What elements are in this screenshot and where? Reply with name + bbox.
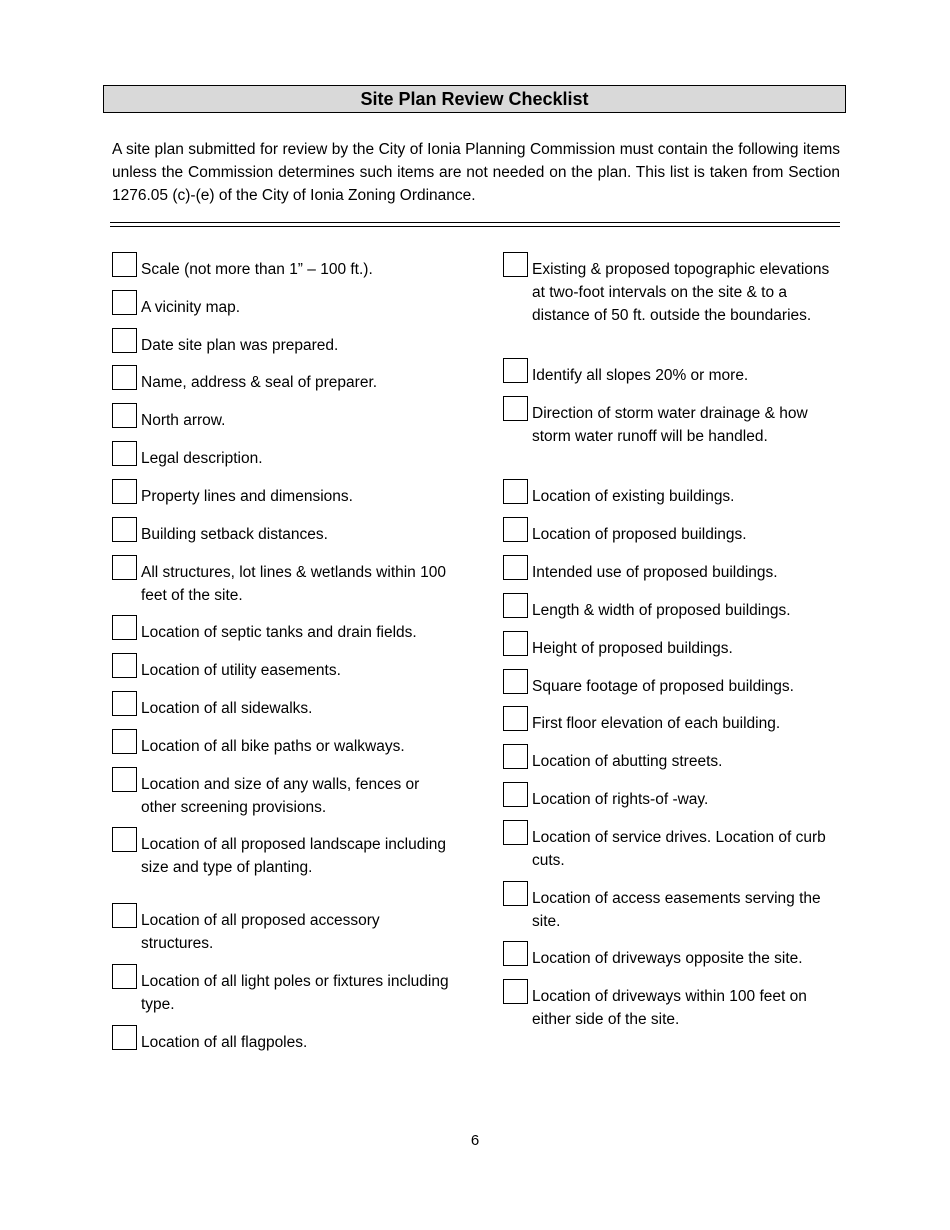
- checklist-item-label: Direction of storm water drainage & how storm water runoff will be handled.: [532, 405, 808, 445]
- checkbox[interactable]: [112, 1025, 137, 1050]
- checklist-item: [112, 479, 451, 508]
- checklist-item-label: Location of all bike paths or walkways.: [141, 738, 405, 755]
- checkbox[interactable]: [112, 691, 137, 716]
- checklist-item: [503, 593, 842, 622]
- checklist-item-label: Location of driveways opposite the site.: [532, 950, 803, 967]
- checkbox[interactable]: [112, 290, 137, 315]
- checklist-item-label: Location of existing buildings.: [532, 488, 735, 505]
- checkbox[interactable]: [503, 555, 528, 580]
- checklist-item-label: Name, address & seal of preparer.: [141, 374, 378, 391]
- checkbox[interactable]: [112, 729, 137, 754]
- checklist-item: [112, 555, 451, 607]
- checkbox[interactable]: [503, 669, 528, 694]
- checklist-item-label: All structures, lot lines & wetlands within 100 feet of the site.: [141, 564, 446, 604]
- checkbox[interactable]: [112, 903, 137, 928]
- checklist-item-label: Legal description.: [141, 450, 263, 467]
- checklist-item-label: Location of driveways within 100 feet on either side of the site.: [532, 988, 807, 1028]
- checklist-item: [112, 290, 451, 319]
- checklist-item-label: Intended use of proposed buildings.: [532, 564, 778, 581]
- checkbox[interactable]: [112, 365, 137, 390]
- checklist-item: [503, 979, 842, 1031]
- checkbox[interactable]: [503, 706, 528, 731]
- checklist-item: [503, 252, 842, 327]
- checklist-item-label: Location of abutting streets.: [532, 753, 723, 770]
- checklist-item: [503, 744, 842, 773]
- checklist-item-label: Location of all sidewalks.: [141, 700, 313, 717]
- checklist-item: [503, 396, 842, 448]
- checkbox[interactable]: [503, 479, 528, 504]
- checkbox[interactable]: [503, 744, 528, 769]
- checklist-item-label: Property lines and dimensions.: [141, 488, 353, 505]
- checkbox[interactable]: [503, 782, 528, 807]
- checklist-item-label: Location of rights-of -way.: [532, 791, 709, 808]
- checkbox[interactable]: [112, 403, 137, 428]
- checklist-item: [112, 517, 451, 546]
- checkbox[interactable]: [503, 358, 528, 383]
- checklist-item: [112, 964, 451, 1016]
- checklist-item: [503, 517, 842, 546]
- checklist-item-label: Length & width of proposed buildings.: [532, 602, 791, 619]
- checklist-item-label: Height of proposed buildings.: [532, 640, 733, 657]
- checkbox[interactable]: [503, 820, 528, 845]
- checklist-item: [112, 903, 451, 955]
- checklist-item-label: Building setback distances.: [141, 526, 328, 543]
- checklist-item-label: Square footage of proposed buildings.: [532, 678, 794, 695]
- checklist-item: [112, 729, 451, 758]
- checklist-item: [503, 555, 842, 584]
- checklist-item-label: North arrow.: [141, 412, 226, 429]
- checklist-item: [503, 941, 842, 970]
- intro-paragraph: A site plan submitted for review by the City of Ionia Planning Commission must contain the following items unless the Commission determines such items are not needed on the plan. This list is taken from Section 1276.05 (c)-(e) of the City of Ionia Zoning Ordinance.: [112, 141, 840, 204]
- checkbox[interactable]: [503, 593, 528, 618]
- page-number: 6: [470, 1132, 480, 1149]
- checkbox[interactable]: [112, 615, 137, 640]
- checklist-item: [112, 615, 451, 644]
- checkbox[interactable]: [112, 964, 137, 989]
- checklist-item-label: Scale (not more than 1” – 100 ft.).: [141, 261, 373, 278]
- checklist-item-label: Location of proposed buildings.: [532, 526, 747, 543]
- checkbox[interactable]: [112, 653, 137, 678]
- checklist-item-label: First floor elevation of each building.: [532, 715, 781, 732]
- checklist-item-label: Identify all slopes 20% or more.: [532, 367, 749, 384]
- checklist-item: [112, 441, 451, 470]
- checklist-item: [503, 631, 842, 660]
- checklist-item: [112, 252, 451, 281]
- checklist-item-label: Location of access easements serving the site.: [532, 890, 821, 930]
- checklist-item: [112, 691, 451, 720]
- checklist-item-label: Location of all proposed accessory structures.: [141, 912, 380, 952]
- checklist-item-label: Date site plan was prepared.: [141, 337, 339, 354]
- checklist-item: [503, 820, 842, 872]
- page-title: Site Plan Review Checklist: [103, 85, 846, 113]
- checklist-item: [112, 1025, 451, 1054]
- checkbox[interactable]: [503, 252, 528, 277]
- checkbox[interactable]: [503, 881, 528, 906]
- checklist-item: [112, 328, 451, 357]
- checkbox[interactable]: [503, 396, 528, 421]
- checkbox[interactable]: [112, 555, 137, 580]
- checkbox[interactable]: [503, 517, 528, 542]
- checklist-item: [112, 827, 451, 879]
- checkbox[interactable]: [503, 979, 528, 1004]
- checklist-item-label: A vicinity map.: [141, 299, 241, 316]
- checkbox[interactable]: [112, 767, 137, 792]
- checklist-item: [112, 403, 451, 432]
- checklist-item: [503, 358, 842, 387]
- checklist-item-label: Location and size of any walls, fences or other screening provisions.: [141, 776, 420, 816]
- checklist-item-label: Location of all light poles or fixtures including type.: [141, 973, 449, 1013]
- checklist-item-label: Location of all proposed landscape including size and type of planting.: [141, 836, 447, 876]
- checkbox[interactable]: [112, 441, 137, 466]
- checkbox[interactable]: [112, 517, 137, 542]
- checklist-item-label: Location of utility easements.: [141, 662, 341, 679]
- checklist-item: [503, 881, 842, 933]
- checklist-item: [503, 669, 842, 698]
- checklist-item-label: Location of all flagpoles.: [141, 1034, 308, 1051]
- checklist-item-label: Location of service drives. Location of curb cuts.: [532, 829, 826, 869]
- checkbox[interactable]: [112, 252, 137, 277]
- checkbox[interactable]: [503, 631, 528, 656]
- checklist-item: [112, 767, 451, 819]
- checklist-item: [503, 479, 842, 508]
- checkbox[interactable]: [112, 479, 137, 504]
- checklist-item: [112, 653, 451, 682]
- checkbox[interactable]: [503, 941, 528, 966]
- checklist-item: [112, 365, 451, 394]
- checklist-item: [503, 706, 842, 735]
- checkbox[interactable]: [112, 827, 137, 852]
- checkbox[interactable]: [112, 328, 137, 353]
- divider-bottom: [110, 226, 840, 227]
- checklist-item-label: Existing & proposed topographic elevations at two-foot intervals on the site & to a distance of 50 ft. outside the boundaries.: [532, 261, 830, 324]
- checklist-item: [503, 782, 842, 811]
- divider-top: [110, 222, 840, 223]
- checklist-item-label: Location of septic tanks and drain fields.: [141, 624, 417, 641]
